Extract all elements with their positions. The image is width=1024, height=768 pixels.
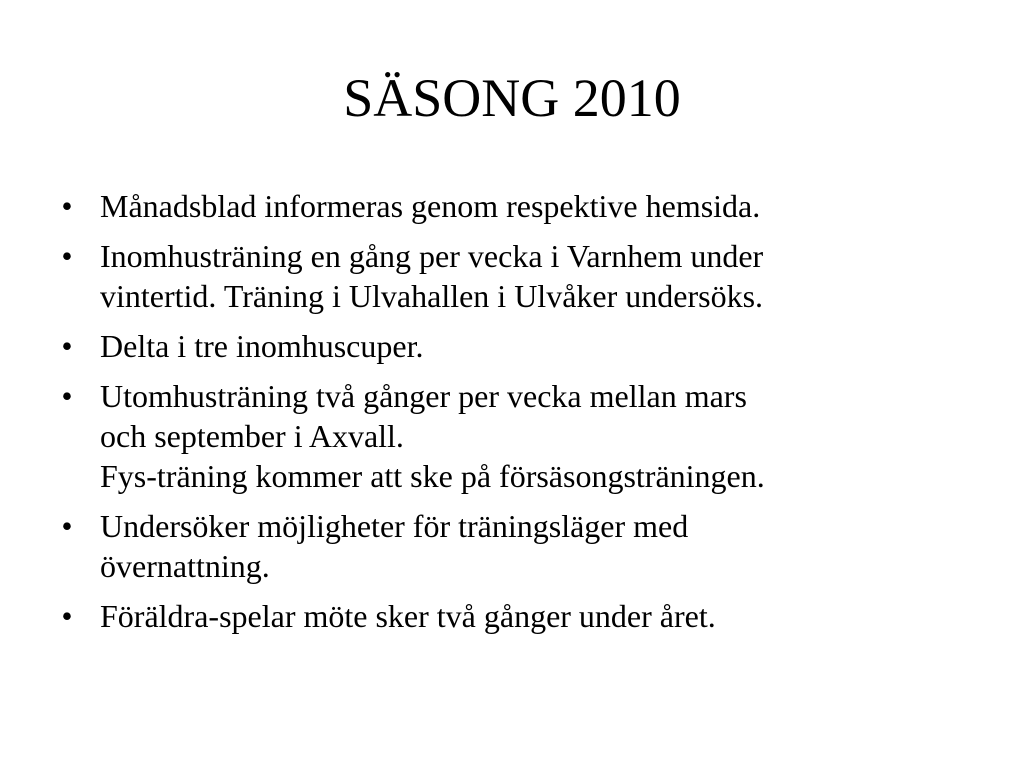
- bullet-item: [54, 236, 954, 316]
- bullet-icon: •: [61, 378, 73, 414]
- bullet-list: [54, 186, 954, 646]
- slide-title: SÄSONG 2010: [343, 68, 681, 128]
- bullet-text-line: Inomhusträning en gång per vecka i Varnhem under: [100, 238, 764, 274]
- bullet-text-line: Fys-träning kommer att ske på försäsongsträningen.: [100, 458, 765, 494]
- bullet-text-line: Delta i tre inomhuscuper.: [100, 328, 424, 364]
- bullet-icon: •: [61, 508, 73, 544]
- bullet-text-line: Undersöker möjligheter för träningsläger med: [100, 508, 689, 544]
- bullet-item: [54, 326, 954, 366]
- bullet-text-line: Föräldra-spelar möte sker två gånger under året.: [100, 598, 716, 634]
- bullet-text-line: och september i Axvall.: [100, 418, 404, 454]
- bullet-item: [54, 186, 954, 226]
- bullet-text-line: Utomhusträning två gånger per vecka mellan mars: [100, 378, 747, 414]
- bullet-text-line: Månadsblad informeras genom respektive hemsida.: [100, 188, 761, 224]
- bullet-text-line: vintertid. Träning i Ulvahallen i Ulvåker undersöks.: [100, 278, 764, 314]
- bullet-icon: •: [61, 238, 73, 274]
- bullet-text-line: övernattning.: [100, 548, 270, 584]
- bullet-icon: •: [61, 328, 73, 364]
- bullet-item: [54, 376, 954, 496]
- bullet-item: [54, 596, 954, 636]
- bullet-icon: •: [61, 188, 73, 224]
- bullet-icon: •: [61, 598, 73, 634]
- bullet-item: [54, 506, 954, 586]
